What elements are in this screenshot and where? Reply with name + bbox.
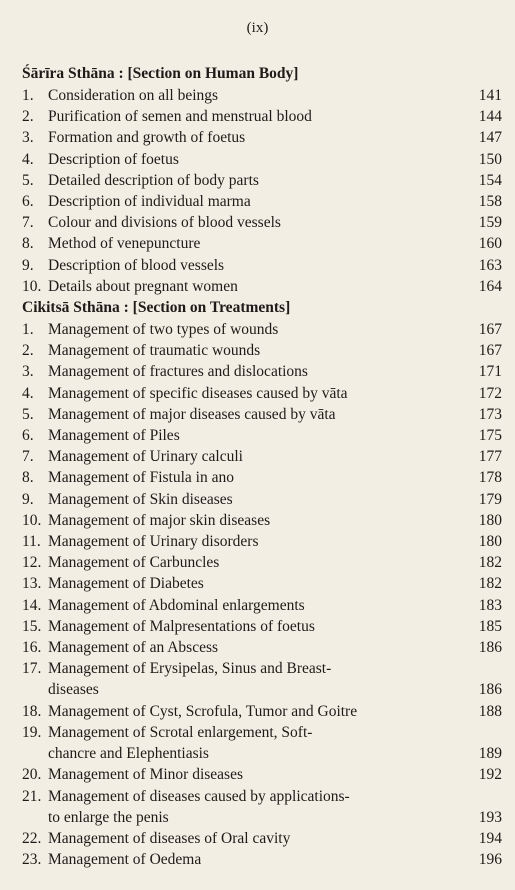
entry-number: 6. bbox=[22, 193, 34, 211]
entry-page: 167 bbox=[478, 321, 502, 339]
entry-number: 22. bbox=[22, 829, 42, 847]
entry-title: Management of major skin diseases bbox=[48, 511, 271, 529]
table-of-contents bbox=[22, 63, 502, 870]
toc-entry bbox=[22, 849, 502, 870]
entry-page: 173 bbox=[478, 405, 502, 423]
page-number: (ix) bbox=[246, 20, 269, 36]
entry-number: 23. bbox=[22, 851, 42, 869]
toc-entry bbox=[22, 149, 502, 170]
toc-entry bbox=[22, 85, 502, 106]
entry-page: 177 bbox=[478, 448, 502, 466]
entry-number: 16. bbox=[22, 639, 42, 657]
entry-number: 11. bbox=[22, 533, 41, 551]
entry-title: Description of blood vessels bbox=[48, 256, 225, 274]
entry-title: Management of Erysipelas, Sinus and Breast- bbox=[48, 660, 332, 678]
entry-page: 147 bbox=[478, 129, 502, 147]
entry-page: 180 bbox=[478, 533, 502, 551]
toc-entry bbox=[22, 255, 502, 276]
entry-number: 9. bbox=[22, 490, 34, 508]
entry-number: 10. bbox=[22, 511, 42, 529]
toc-entry bbox=[22, 552, 502, 573]
entry-title: Management of Cyst, Scrofula, Tumor and Goitre bbox=[48, 702, 358, 720]
entry-title: Management of Malpresentations of foetus bbox=[48, 617, 315, 635]
entry-title: Management of diseases of Oral cavity bbox=[48, 829, 291, 847]
toc-entry bbox=[22, 489, 502, 510]
entry-number: 2. bbox=[22, 108, 34, 126]
toc-entry bbox=[22, 722, 502, 764]
entry-number: 8. bbox=[22, 235, 34, 253]
entry-page: 164 bbox=[478, 277, 502, 295]
toc-entry bbox=[22, 361, 502, 382]
entry-page: 179 bbox=[478, 490, 502, 508]
entry-number: 15. bbox=[22, 617, 42, 635]
entry-title: Description of foetus bbox=[48, 150, 179, 168]
entry-title: Details about pregnant women bbox=[48, 277, 238, 295]
entry-title: Management of Piles bbox=[48, 427, 180, 445]
entry-title: Management of Oedema bbox=[48, 851, 202, 869]
entry-number: 7. bbox=[22, 448, 34, 466]
toc-entry bbox=[22, 191, 502, 212]
toc-entry bbox=[22, 573, 502, 594]
entry-title: Management of fractures and dislocations bbox=[48, 363, 308, 381]
toc-entry bbox=[22, 595, 502, 616]
section-heading-cikitsa: Cikitsā Sthāna : [Section on Treatments] bbox=[22, 299, 291, 317]
toc-entry bbox=[22, 701, 502, 722]
entry-page: 188 bbox=[478, 702, 502, 720]
toc-entry bbox=[22, 106, 502, 127]
entry-number: 5. bbox=[22, 171, 34, 189]
entry-page: 154 bbox=[478, 171, 502, 189]
entry-number: 6. bbox=[22, 427, 34, 445]
entry-page: 185 bbox=[478, 617, 502, 635]
entry-page: 186 bbox=[478, 639, 502, 657]
entry-title: Management of Abdominal enlargements bbox=[48, 596, 305, 614]
entry-title: Management of Scrotal enlargement, Soft- bbox=[48, 723, 313, 741]
entry-page: 182 bbox=[478, 554, 502, 572]
entry-page: 167 bbox=[478, 342, 502, 360]
entry-number: 4. bbox=[22, 150, 34, 168]
entry-number: 10. bbox=[22, 277, 42, 295]
entry-page: 172 bbox=[478, 384, 502, 402]
toc-entry bbox=[22, 764, 502, 785]
entry-number: 19. bbox=[22, 723, 42, 741]
entry-page: 189 bbox=[478, 745, 502, 763]
entry-number: 2. bbox=[22, 342, 34, 360]
entry-title: Consideration on all beings bbox=[48, 87, 219, 104]
toc-entry bbox=[22, 340, 502, 361]
entry-title: Management of Skin diseases bbox=[48, 490, 233, 508]
entry-number: 5. bbox=[22, 405, 34, 423]
entry-title: Management of Minor diseases bbox=[48, 766, 243, 784]
entry-number: 20. bbox=[22, 766, 42, 784]
toc-entry bbox=[22, 212, 502, 233]
entry-number: 18. bbox=[22, 702, 42, 720]
entry-title: Management of an Abscess bbox=[48, 639, 219, 657]
toc-entry bbox=[22, 786, 502, 828]
entry-number: 13. bbox=[22, 575, 42, 593]
entry-page: 158 bbox=[478, 193, 502, 211]
entry-title-continuation: diseases bbox=[48, 681, 99, 699]
entry-page: 144 bbox=[478, 108, 502, 126]
entry-title: Management of Urinary disorders bbox=[48, 533, 259, 551]
entry-title: Description of individual marma bbox=[48, 193, 251, 211]
entry-title: Management of Carbuncles bbox=[48, 554, 220, 572]
entry-title: Management of diseases caused by applications- bbox=[48, 787, 350, 805]
entry-page: 194 bbox=[478, 829, 502, 847]
entry-page: 175 bbox=[478, 427, 502, 445]
toc-entry bbox=[22, 510, 502, 531]
toc-entry bbox=[22, 828, 502, 849]
entry-page: 141 bbox=[478, 87, 502, 104]
entry-page: 183 bbox=[478, 596, 502, 614]
entry-title: Management of Urinary calculi bbox=[48, 448, 243, 466]
entry-number: 7. bbox=[22, 214, 34, 232]
entry-title: Colour and divisions of blood vessels bbox=[48, 214, 281, 232]
entry-title: Detailed description of body parts bbox=[48, 171, 259, 189]
entry-title: Formation and growth of foetus bbox=[48, 129, 246, 147]
entry-title: Management of Fistula in ano bbox=[48, 469, 234, 487]
entry-number: 3. bbox=[22, 363, 34, 381]
toc-entry bbox=[22, 637, 502, 658]
entry-number: 17. bbox=[22, 660, 42, 678]
section-heading-sarira: Śārīra Sthāna : [Section on Human Body] bbox=[22, 65, 299, 82]
entry-title-continuation: to enlarge the penis bbox=[48, 808, 169, 826]
entry-title: Management of specific diseases caused by vāta bbox=[48, 384, 348, 402]
entry-number: 3. bbox=[22, 129, 34, 147]
entry-title: Management of two types of wounds bbox=[48, 321, 279, 339]
entry-number: 1. bbox=[22, 87, 34, 104]
entry-number: 9. bbox=[22, 256, 34, 274]
entry-page: 192 bbox=[478, 766, 502, 784]
entry-number: 21. bbox=[22, 787, 42, 805]
entry-page: 193 bbox=[478, 808, 502, 826]
toc-entry bbox=[22, 276, 502, 297]
entry-page: 159 bbox=[478, 214, 502, 232]
entry-page: 178 bbox=[478, 469, 502, 487]
toc-entry bbox=[22, 467, 502, 488]
toc-entry bbox=[22, 658, 502, 700]
entry-page: 196 bbox=[478, 851, 502, 869]
toc-entry bbox=[22, 404, 502, 425]
entry-number: 8. bbox=[22, 469, 34, 487]
entry-title: Management of major diseases caused by vāta bbox=[48, 405, 336, 423]
toc-entry bbox=[22, 446, 502, 467]
entry-title: Management of traumatic wounds bbox=[48, 342, 261, 360]
toc-entry bbox=[22, 170, 502, 191]
entry-page: 186 bbox=[478, 681, 502, 699]
entry-page: 163 bbox=[478, 256, 502, 274]
toc-entry bbox=[22, 531, 502, 552]
toc-entry bbox=[22, 319, 502, 340]
entry-number: 14. bbox=[22, 596, 42, 614]
entry-title: Purification of semen and menstrual blood bbox=[48, 108, 312, 126]
entry-title: Management of Diabetes bbox=[48, 575, 204, 593]
entry-page: 180 bbox=[478, 511, 502, 529]
toc-entry bbox=[22, 383, 502, 404]
toc-entry bbox=[22, 616, 502, 637]
entry-title: Method of venepuncture bbox=[48, 235, 201, 253]
entry-page: 182 bbox=[478, 575, 502, 593]
entry-number: 1. bbox=[22, 321, 34, 339]
toc-entry bbox=[22, 425, 502, 446]
toc-entry bbox=[22, 233, 502, 254]
entry-page: 150 bbox=[478, 150, 502, 168]
entry-page: 160 bbox=[478, 235, 502, 253]
entry-number: 12. bbox=[22, 554, 42, 572]
entry-page: 171 bbox=[478, 363, 502, 381]
entry-number: 4. bbox=[22, 384, 34, 402]
toc-entry bbox=[22, 127, 502, 148]
entry-title-continuation: chancre and Elephentiasis bbox=[48, 745, 209, 763]
